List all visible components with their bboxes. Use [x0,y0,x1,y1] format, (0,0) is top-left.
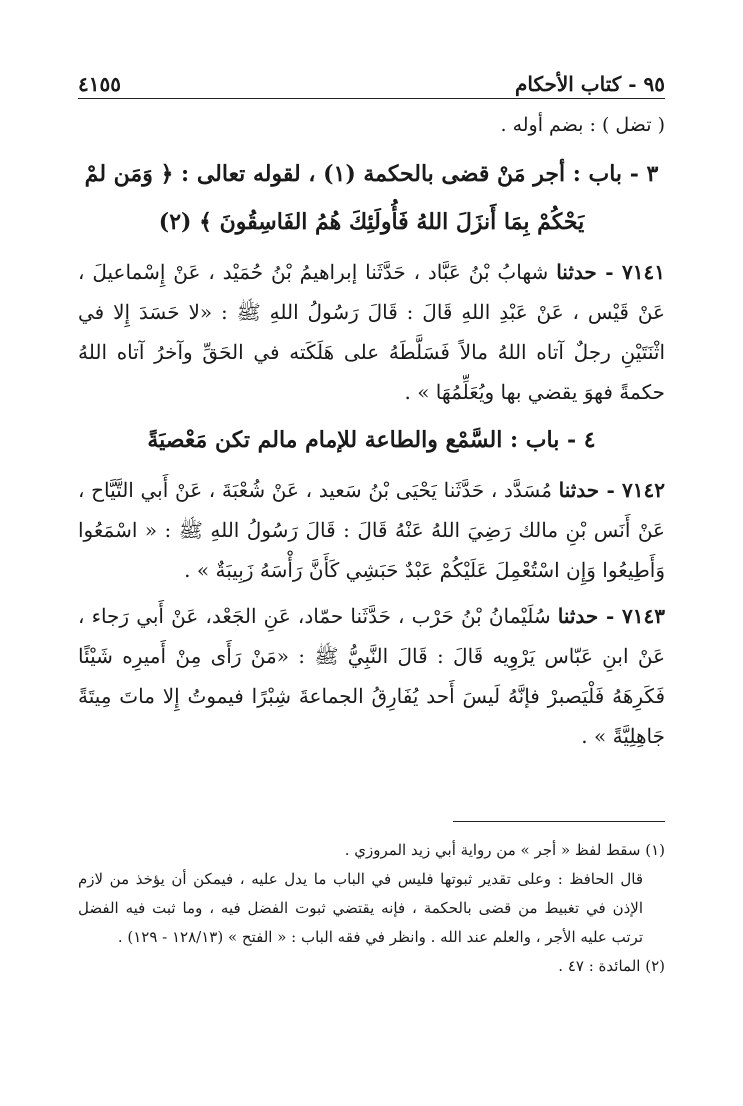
footnote-divider [453,821,665,822]
hadith-7143-text: سُلَيْمانُ بْنُ حَرْب ، حَدَّثَنا حمّاد، عَنِ الجَعْد، عَنْ أَبي رَجاء ، عَنْ ابنِ عَبّاس يَرْوِيه قَالَ : قَالَ النَّبِيُّ ﷺ : «مَنْ رَأَى مِنْ أَميرِه شَيْئًا فَكَرِهَهُ فَلْيَصبرْ فإنَّهُ لَيسَ أَحد يُفَارِقُ الجماعةَ شِبْرًا فيموتُ إِلا ماتَ مِيتَةً جَاهِلِيَّةً » . [78,604,665,748]
hadith-7142-text: مُسَدَّد ، حَدَّثَنا يَحْيَى بْنُ سَعيد ، عَنْ شُعْبَةَ ، عَنْ أَبي التَّيَّاح ، عَنْ أَنَس بْنِ مالك رَضِيَ اللهُ عَنْهُ قَالَ : قَالَ رَسُولُ اللهِ ﷺ : « اسْمَعُوا وَأَطِيعُوا وَإِن اسْتُعْمِلَ عَلَيْكُمْ عَبْدٌ حَبَشِي كَأَنَّ رَأْسَهُ زَبِيبَةٌ » . [78,478,665,582]
hadith-7143 [78,596,665,756]
header-divider [78,98,665,99]
footnote-2: (٢) المائدة : ٤٧ . [558,957,665,975]
page-number: ٤١٥٥ [78,72,121,96]
hadith-7141 [78,252,665,412]
hadith-7142-number: ٧١٤٢ - حدثنا [558,478,665,502]
page-header [78,56,665,96]
hadith-7141-number: ٧١٤١ - حدثنا [556,260,665,284]
running-title: ٩٥ - كتاب الأحكام [515,72,665,96]
hadith-7141-text: شهابُ بْنُ عَبَّاد ، حَدَّثَنا إبراهيمُ بْنُ حُمَيْد ، عَنْ إِسْماعيلَ ، عَنْ قَيْس ، عَنْ عَبْدِ اللهِ قَالَ : قَالَ رَسُولُ اللهِ ﷺ : «لا حَسَدَ إِلا في اثْنَتَيْنِ رجلٌ آتاه اللهُ مالاً فَسَلَّطَهُ على هَلَكَته في الحَقِّ وآخرُ آتاه اللهُ حكمةً فهوَ يقضي بها ويُعَلِّمُهَا » . [78,260,665,404]
footnote-1-comment: قال الحافظ : وعلى تقدير ثبوتها فليس في الباب ما يدل عليه ، فيمكن أن يؤخذ من لازم الإذن في تغبيط من قضى بالحكمة ، فإنه يقتضي ثبوت الفضل فيه ، وما ثبت فيه الفضل ترتب عليه الأجر ، والعلم عند الله . وانظر في فقه الباب : « الفتح » (١٢٨/١٣ - ١٢٩) . [78,870,643,946]
hadith-7142 [78,470,665,590]
footnote-1: (١) سقط لفظ « أجر » من رواية أبي زيد المروزي . [344,841,665,859]
chapter-3-title: ٣ - باب : أجر مَنْ قضى بالحكمة (١) ، لقوله تعالى : ﴿ وَمَن لمْ يَحْكُمْ بِمَا أَنزَلَ اللهُ فَأُولَئِكَ هُمُ الفَاسِقُونَ ﴾ (٢) [84,161,659,235]
main-text [78,108,665,760]
footnotes [78,836,665,981]
hadith-7143-number: ٧١٤٣ - حدثنا [557,604,665,628]
intro-line: ( تضل ) : بضم أوله . [500,114,665,136]
chapter-4-title: ٤ - باب : السَّمْع والطاعة للإمام مالم تكن مَعْصيَةً [147,427,596,453]
